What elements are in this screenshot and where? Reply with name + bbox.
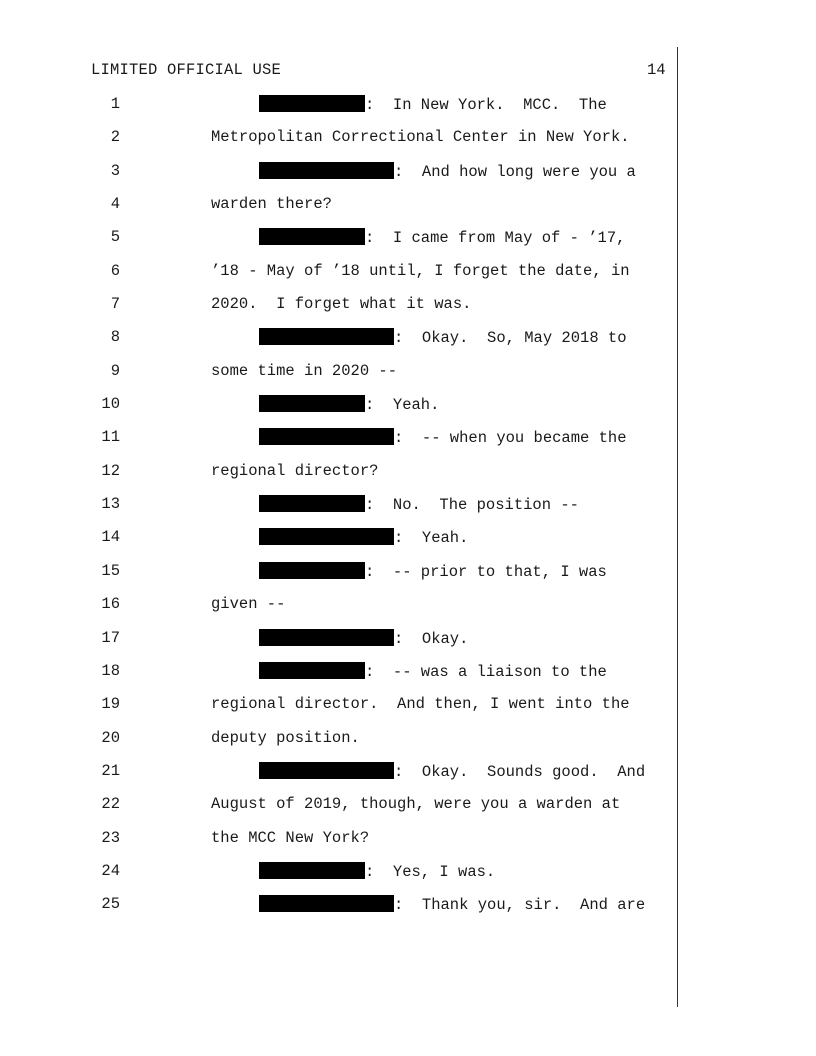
- line-text: some time in 2020 --: [211, 361, 398, 380]
- line-text: : -- was a liaison to the: [365, 662, 607, 681]
- transcript-line: [0, 187, 676, 220]
- line-text: [211, 595, 285, 613]
- line-text: given --: [211, 595, 286, 614]
- transcript-line: [0, 554, 676, 587]
- transcript-line: [0, 787, 676, 820]
- line-text: [211, 295, 471, 313]
- line-text: 2020. I forget what it was.: [211, 295, 472, 314]
- line-number: 10: [101, 395, 120, 414]
- transcript-line: [0, 254, 676, 287]
- line-text: [211, 695, 630, 713]
- speaker-turn: [259, 428, 627, 447]
- speaker-turn: [259, 395, 439, 414]
- line-text: [211, 195, 332, 213]
- line-number: 17: [101, 628, 120, 647]
- line-text: [211, 829, 369, 847]
- line-text: the MCC New York?: [211, 828, 370, 847]
- redaction-bar: [259, 762, 394, 779]
- line-text: : I came from May of - ’17,: [365, 229, 626, 248]
- speaker-turn: [259, 562, 607, 581]
- line-text: August of 2019, though, were you a warden at: [211, 795, 621, 814]
- line-text: regional director?: [211, 461, 379, 480]
- line-number: 21: [101, 761, 120, 780]
- transcript-line: [0, 120, 676, 153]
- redaction-bar: [259, 528, 394, 545]
- transcript-line: [0, 154, 676, 187]
- transcript-line: [0, 220, 676, 253]
- line-text: : Thank you, sir. And are: [394, 896, 646, 915]
- transcript-line: [0, 320, 676, 353]
- line-number: 20: [101, 728, 120, 747]
- redaction-bar: [259, 328, 394, 345]
- line-text: : No. The position --: [365, 496, 579, 515]
- speaker-turn: [259, 495, 579, 514]
- line-text: : Okay.: [394, 629, 469, 648]
- transcript-line: [0, 354, 676, 387]
- redaction-bar: [259, 895, 394, 912]
- transcript-line: [0, 854, 676, 887]
- transcript-line: [0, 520, 676, 553]
- line-number: 22: [101, 795, 120, 814]
- speaker-turn: [259, 762, 645, 781]
- line-number: 5: [110, 228, 120, 247]
- line-text: : In New York. MCC. The: [365, 96, 607, 114]
- transcript-line: [0, 87, 676, 120]
- line-number: 19: [101, 695, 120, 714]
- line-number: 11: [101, 428, 120, 447]
- transcript-line: [0, 587, 676, 620]
- line-text: : Yeah.: [394, 529, 469, 548]
- line-text: [211, 795, 620, 813]
- transcript-line: [0, 287, 676, 320]
- speaker-turn: [259, 528, 468, 547]
- line-text: [211, 362, 397, 380]
- line-number: 1: [110, 95, 120, 113]
- line-text: ’18 - May of ’18 until, I forget the date, in: [211, 261, 630, 280]
- line-number: 3: [110, 161, 120, 180]
- transcript-lines: [0, 87, 676, 921]
- line-number: 16: [101, 595, 120, 614]
- speaker-turn: [259, 895, 645, 914]
- line-text: : Okay. So, May 2018 to: [394, 329, 627, 348]
- line-number: 2: [110, 128, 120, 147]
- line-text: deputy position.: [211, 728, 360, 747]
- right-margin-rule: [677, 47, 678, 1007]
- redaction-bar: [259, 495, 365, 512]
- line-number: 4: [110, 195, 120, 214]
- transcript-line: [0, 387, 676, 420]
- redaction-bar: [259, 228, 365, 245]
- redaction-bar: [259, 162, 394, 179]
- transcript-line: [0, 821, 676, 854]
- transcript-line: [0, 687, 676, 720]
- line-text: [211, 729, 360, 747]
- redaction-bar: [259, 562, 365, 579]
- line-number: 24: [101, 861, 120, 880]
- line-text: : Okay. Sounds good. And: [394, 762, 646, 781]
- transcript-line: [0, 454, 676, 487]
- line-text: : And how long were you a: [394, 162, 636, 181]
- transcript-line: [0, 420, 676, 453]
- redaction-bar: [259, 629, 394, 646]
- transcript-line: [0, 487, 676, 520]
- speaker-turn: [259, 95, 607, 114]
- line-text: [211, 262, 630, 280]
- line-number: 12: [101, 461, 120, 480]
- transcript-line: [0, 621, 676, 654]
- line-text: [211, 128, 630, 146]
- line-number: 15: [101, 561, 120, 580]
- line-number: 6: [110, 261, 120, 280]
- line-text: regional director. And then, I went into the: [211, 695, 630, 714]
- line-text: : -- when you became the: [394, 429, 627, 448]
- speaker-turn: [259, 629, 468, 648]
- speaker-turn: [259, 162, 636, 181]
- line-number: 7: [110, 295, 120, 314]
- line-text: : -- prior to that, I was: [365, 562, 607, 581]
- line-text: [211, 462, 378, 480]
- transcript-line: [0, 721, 676, 754]
- page-number: 14: [647, 61, 666, 79]
- classification-header: LIMITED OFFICIAL USE: [91, 61, 282, 79]
- redaction-bar: [259, 428, 394, 445]
- speaker-turn: [259, 662, 607, 681]
- transcript-line: [0, 754, 676, 787]
- redaction-bar: [259, 862, 365, 879]
- line-number: 8: [110, 328, 120, 347]
- line-text: Metropolitan Correctional Center in New York.: [211, 128, 630, 147]
- speaker-turn: [259, 328, 627, 347]
- line-number: 23: [101, 828, 120, 847]
- speaker-turn: [259, 862, 495, 881]
- line-number: 18: [101, 661, 120, 680]
- redaction-bar: [259, 395, 365, 412]
- line-number: 9: [110, 361, 120, 380]
- line-text: warden there?: [211, 195, 332, 214]
- line-number: 13: [101, 495, 120, 514]
- line-text: : Yeah.: [365, 396, 440, 415]
- redaction-bar: [259, 95, 365, 112]
- line-number: 25: [101, 895, 120, 914]
- line-number: 14: [101, 528, 120, 547]
- redaction-bar: [259, 662, 365, 679]
- line-text: : Yes, I was.: [365, 862, 496, 881]
- speaker-turn: [259, 228, 625, 247]
- transcript-line: [0, 887, 676, 920]
- transcript-line: [0, 654, 676, 687]
